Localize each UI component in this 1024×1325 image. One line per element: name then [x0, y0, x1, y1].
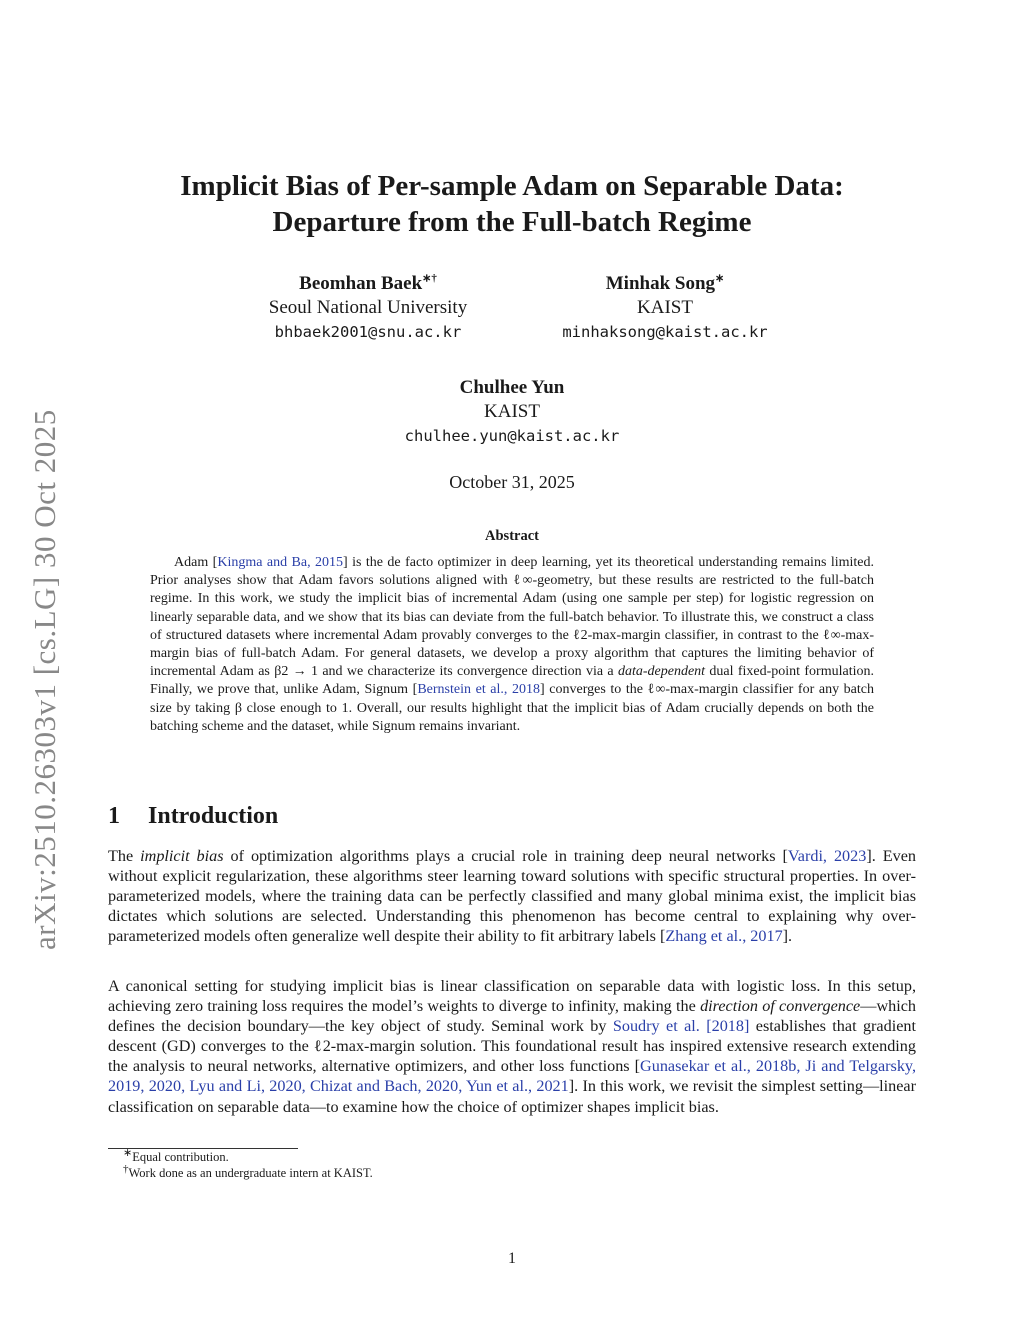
citation-link[interactable]: Zhang et al., 2017: [665, 927, 783, 946]
section-number: 1: [108, 803, 120, 829]
author-email[interactable]: bhbaek2001@snu.ac.kr: [274, 323, 462, 341]
paper-date: October 31, 2025: [449, 472, 575, 492]
page-number: 1: [508, 1250, 516, 1267]
author-name: Beomhan Baek: [299, 273, 423, 294]
author-name: Chulhee Yun: [459, 377, 565, 398]
author-email[interactable]: minhaksong@kaist.ac.kr: [562, 323, 768, 341]
author-block-3: [362, 376, 662, 448]
footnote-1: ∗Equal contribution.: [123, 1146, 229, 1164]
citation-link[interactable]: Gunasekar et al., 2018b, Ji and Telgarsky, 2019, 2020, Lyu and Li, 2020, Chizat and Bach, 2020, Yun et al., 2021: [108, 1057, 917, 1096]
section-heading: [108, 803, 278, 830]
citation-link[interactable]: Vardi, 2023: [787, 847, 867, 865]
intro-paragraph-1: The implicit bias of optimization algorithms plays a crucial role in training deep neural networks [Vardi, 2023]. Even without explicit regularization, these algorithms steer learning toward solutions with specific structural properties. In over-parameterized models, where the training data can be perfectly classified and many global minima exist, the implicit bias dictates which solutions are selected. Understanding this phenomenon has become central to explaining why over-parameterized models often generalize well despite their ability to fit arbitrary labels [Zhang et al., 2017].: [108, 847, 916, 946]
title-line-1: Implicit Bias of Per-sample Adam on Separable Data:: [180, 170, 844, 202]
abstract-heading: Abstract: [485, 528, 539, 544]
intro-paragraph-2: A canonical setting for studying implicit bias is linear classification on separable data with logistic loss. In this setup, achieving zero training loss requires the model’s weights to diverge to infinity, making the direction of convergence—which defines the decision boundary—the key object of study. Seminal work by Soudry et al. [2018] establishes that gradient descent (GD) converges to the ℓ2-max-margin solution. This foundational result has inspired extensive research extending the analysis to neural networks, alternative optimizers, and other loss functions [Gunasekar et al., 2018b, Ji and Telgarsky, 2019, 2020, Lyu and Li, 2020, Chizat and Bach, 2020, Yun et al., 2021]. In this work, we revisit the simplest setting—linear classification on separable data—to examine how the choice of optimizer shapes implicit bias.: [108, 977, 917, 1116]
footnote-rule: [108, 1148, 298, 1149]
author-block-2: [530, 272, 800, 344]
author-name: Minhak Song: [605, 273, 716, 294]
title-line-2: Departure from the Full-batch Regime: [272, 206, 752, 238]
author-affiliation: Seoul National University: [268, 297, 468, 318]
footnote-2: †Work done as an undergraduate intern at KAIST.: [123, 1162, 373, 1180]
abstract-text: Adam [Kingma and Ba, 2015] is the de facto optimizer in deep learning, yet its theoretical understanding remains limited. Prior analyses show that Adam favors solutions aligned with ℓ∞-geometry, but these results are restricted to the full-batch regime. In this work, we study the implicit bias of incremental Adam (using one sample per step) for logistic regression on linearly separable data, and we show that its bias can deviate from the full-batch behavior. To illustrate this, we construct a class of structured datasets where incremental Adam provably converges to the ℓ2-max-margin classifier, in contrast to the ℓ∞-max-margin bias of full-batch Adam. For general datasets, we develop a proxy algorithm that captures the limiting behavior of incremental Adam as β2 → 1 and we characterize its convergence direction via a data-dependent dual fixed-point formulation. Finally, we prove that, unlike Adam, Signum [Bernstein et al., 2018] converges to the ℓ∞-max-margin classifier for any batch size by taking β close enough to 1. Overall, our results highlight that the implicit bias of Adam crucially depends on both the batching scheme and the dataset, while Signum remains invariant.: [150, 555, 874, 734]
section-title: Introduction: [148, 803, 279, 829]
author-block-1: [228, 272, 508, 344]
author-email[interactable]: chulhee.yun@kaist.ac.kr: [404, 427, 620, 445]
arxiv-sidebar-stamp: arXiv:2510.26303v1 [cs.LG] 30 Oct 2025: [27, 409, 62, 950]
paper-title: [0, 168, 1024, 240]
citation-link[interactable]: Soudry et al. [2018]: [612, 1017, 750, 1036]
author-affiliation: KAIST: [637, 297, 693, 318]
author-mark: ∗†: [422, 272, 437, 285]
citation-link[interactable]: Bernstein et al., 2018: [417, 682, 541, 698]
author-affiliation: KAIST: [484, 401, 540, 422]
citation-link[interactable]: Kingma and Ba, 2015: [217, 555, 344, 570]
author-mark: ∗: [715, 272, 725, 285]
